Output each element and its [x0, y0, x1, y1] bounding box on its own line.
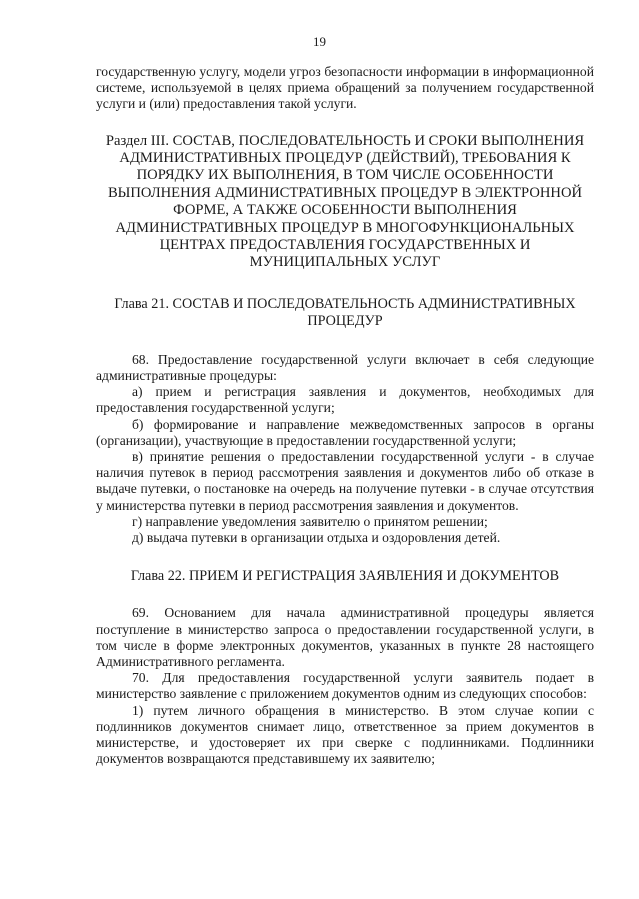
- list-item-70-1: 1) путем личного обращения в министерство. В этом случае копии с подлинников документов снимает лицо, ответственное за прием документов в министерстве, и удостоверяет их при сверке с подлинниками. Подлинники документов возвращаются представившему их заявителю;: [96, 702, 594, 767]
- paragraph-70: 70. Для предоставления государственной услуги заявитель подает в министерство заявление с приложением документов одним из следующих способов:: [96, 670, 594, 702]
- paragraph-68: 68. Предоставление государственной услуги включает в себя следующие административные процедуры:: [96, 351, 594, 384]
- section-title: Раздел III. СОСТАВ, ПОСЛЕДОВАТЕЛЬНОСТЬ И СРОКИ ВЫПОЛНЕНИЯ АДМИНИСТРАТИВНЫХ ПРОЦЕДУР (ДЕЙСТВИЙ), ТРЕБОВАНИЯ К ПОРЯДКУ ИХ ВЫПОЛНЕНИЯ, В ТОМ ЧИСЛЕ ОСОБЕННОСТИ ВЫПОЛНЕНИЯ АДМИНИСТРАТИВНЫХ ПРОЦЕДУР В ЭЛЕКТРОННОЙ ФОРМЕ, А ТАКЖЕ ОСОБЕННОСТИ ВЫПОЛНЕНИЯ АДМИНИСТРАТИВНЫХ ПРОЦЕДУР В МНОГОФУНКЦИОНАЛЬНЫХ ЦЕНТРАХ ПРЕДОСТАВЛЕНИЯ ГОСУДАРСТВЕННЫХ И МУНИЦИПАЛЬНЫХ УСЛУГ: [105, 132, 585, 271]
- chapter-22-title: Глава 22. ПРИЕМ И РЕГИСТРАЦИЯ ЗАЯВЛЕНИЯ И ДОКУМЕНТОВ: [130, 568, 560, 585]
- document-body: [96, 64, 594, 767]
- list-item-68v: в) принятие решения о предоставлении государственной услуги - в случае наличия путевок в период рассмотрения заявления и документов либо об отказе в выдаче путевки, о постановке на очередь на получение путевки - в случае отсутствия у министерства путевки в период рассмотрения заявления и документов.: [96, 449, 594, 513]
- list-item-68g: г) направление уведомления заявителю о принятом решении;: [132, 513, 488, 529]
- intro-paragraph: государственную услугу, модели угроз безопасности информации в информационной системе, используемой в целях приема обращений за получением государственной услуги и (или) предоставления такой услуги.: [96, 64, 594, 112]
- list-item-68d: д) выдача путевки в организации отдыха и оздоровления детей.: [132, 530, 501, 546]
- chapter-21-title: Глава 21. СОСТАВ И ПОСЛЕДОВАТЕЛЬНОСТЬ АДМИНИСТРАТИВНЫХ ПРОЦЕДУР: [114, 295, 576, 329]
- list-item-68b: б) формирование и направление межведомственных запросов в органы (организации), участвующие в предоставлении государственной услуги;: [96, 416, 594, 448]
- list-item-68a: а) прием и регистрация заявления и документов, необходимых для предоставления государственной услуги;: [96, 384, 594, 416]
- paragraph-69: 69. Основанием для начала административной процедуры является поступление в министерство запроса о предоставлении государственной услуги, в том числе в форме электронных документов, указанных в пункте 28 настоящего Административного регламента.: [96, 605, 594, 669]
- page-number: 19: [313, 34, 326, 49]
